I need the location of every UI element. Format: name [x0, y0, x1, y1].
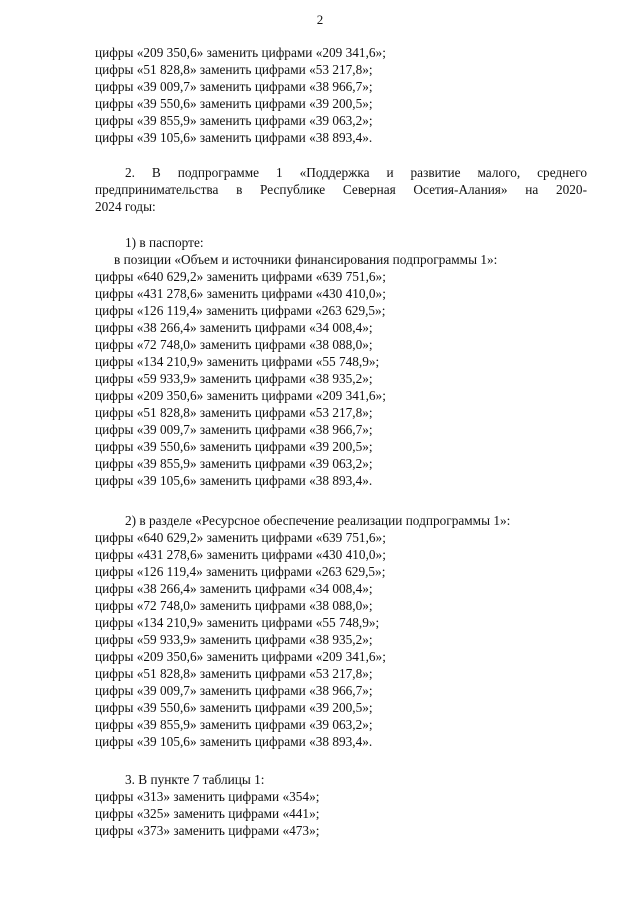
item3-line: цифры «325» заменить цифрами «441»; [95, 806, 320, 821]
sub1-line: цифры «209 350,6» заменить цифрами «209 341,6»; [95, 388, 386, 403]
sub2-line: цифры «39 105,6» заменить цифрами «38 893,4». [95, 734, 373, 749]
item2-line1: 2. В подпрограмме 1 «Поддержка и развитие малого, среднего [125, 165, 587, 180]
item3-line: цифры «313» заменить цифрами «354»; [95, 789, 320, 804]
sub1-line: цифры «39 009,7» заменить цифрами «38 966,7»; [95, 422, 373, 437]
sub2-line: цифры «39 009,7» заменить цифрами «38 966,7»; [95, 683, 373, 698]
sub2-line: цифры «72 748,0» заменить цифрами «38 088,0»; [95, 598, 373, 613]
block1-line: цифры «39 009,7» заменить цифрами «38 966,7»; [95, 79, 373, 94]
block1-line: цифры «51 828,8» заменить цифрами «53 217,8»; [95, 62, 373, 77]
sub1-line: цифры «51 828,8» заменить цифрами «53 217,8»; [95, 405, 373, 420]
sub1-line: цифры «39 855,9» заменить цифрами «39 063,2»; [95, 456, 373, 471]
sub1-line: цифры «134 210,9» заменить цифрами «55 748,9»; [95, 354, 380, 369]
sub2-line: цифры «640 629,2» заменить цифрами «639 751,6»; [95, 530, 386, 545]
item2-line3: 2024 годы: [95, 199, 156, 214]
sub1-position: в позиции «Объем и источники финансирования подпрограммы 1»: [114, 252, 498, 267]
sub2-line: цифры «431 278,6» заменить цифрами «430 410,0»; [95, 547, 386, 562]
sub2-line: цифры «39 550,6» заменить цифрами «39 200,5»; [95, 700, 373, 715]
sub2-line: цифры «38 266,4» заменить цифрами «34 008,4»; [95, 581, 373, 596]
sub1-line: цифры «59 933,9» заменить цифрами «38 935,2»; [95, 371, 373, 386]
block1-line: цифры «39 855,9» заменить цифрами «39 063,2»; [95, 113, 373, 128]
sub1-line: цифры «72 748,0» заменить цифрами «38 088,0»; [95, 337, 373, 352]
sub2-heading: 2) в разделе «Ресурсное обеспечение реализации подпрограммы 1»: [125, 513, 511, 528]
item3-heading: 3. В пункте 7 таблицы 1: [125, 772, 265, 787]
sub2-line: цифры «209 350,6» заменить цифрами «209 341,6»; [95, 649, 386, 664]
sub1-line: цифры «39 550,6» заменить цифрами «39 200,5»; [95, 439, 373, 454]
page-number: 2 [316, 12, 324, 27]
block1-line: цифры «39 550,6» заменить цифрами «39 200,5»; [95, 96, 373, 111]
sub1-line: цифры «640 629,2» заменить цифрами «639 751,6»; [95, 269, 386, 284]
item2-line2: предпринимательства в Республике Северная Осетия-Алания» на 2020- [95, 182, 587, 197]
sub1-line: цифры «39 105,6» заменить цифрами «38 893,4». [95, 473, 373, 488]
block1-line: цифры «209 350,6» заменить цифрами «209 341,6»; [95, 45, 386, 60]
block1-line: цифры «39 105,6» заменить цифрами «38 893,4». [95, 130, 373, 145]
sub1-line: цифры «38 266,4» заменить цифрами «34 008,4»; [95, 320, 373, 335]
sub2-line: цифры «134 210,9» заменить цифрами «55 748,9»; [95, 615, 380, 630]
sub2-line: цифры «39 855,9» заменить цифрами «39 063,2»; [95, 717, 373, 732]
sub2-line: цифры «59 933,9» заменить цифрами «38 935,2»; [95, 632, 373, 647]
sub2-line: цифры «51 828,8» заменить цифрами «53 217,8»; [95, 666, 373, 681]
sub2-line: цифры «126 119,4» заменить цифрами «263 629,5»; [95, 564, 386, 579]
sub1-line: цифры «126 119,4» заменить цифрами «263 629,5»; [95, 303, 386, 318]
sub1-heading: 1) в паспорте: [125, 235, 204, 250]
sub1-line: цифры «431 278,6» заменить цифрами «430 410,0»; [95, 286, 386, 301]
item3-line: цифры «373» заменить цифрами «473»; [95, 823, 320, 838]
